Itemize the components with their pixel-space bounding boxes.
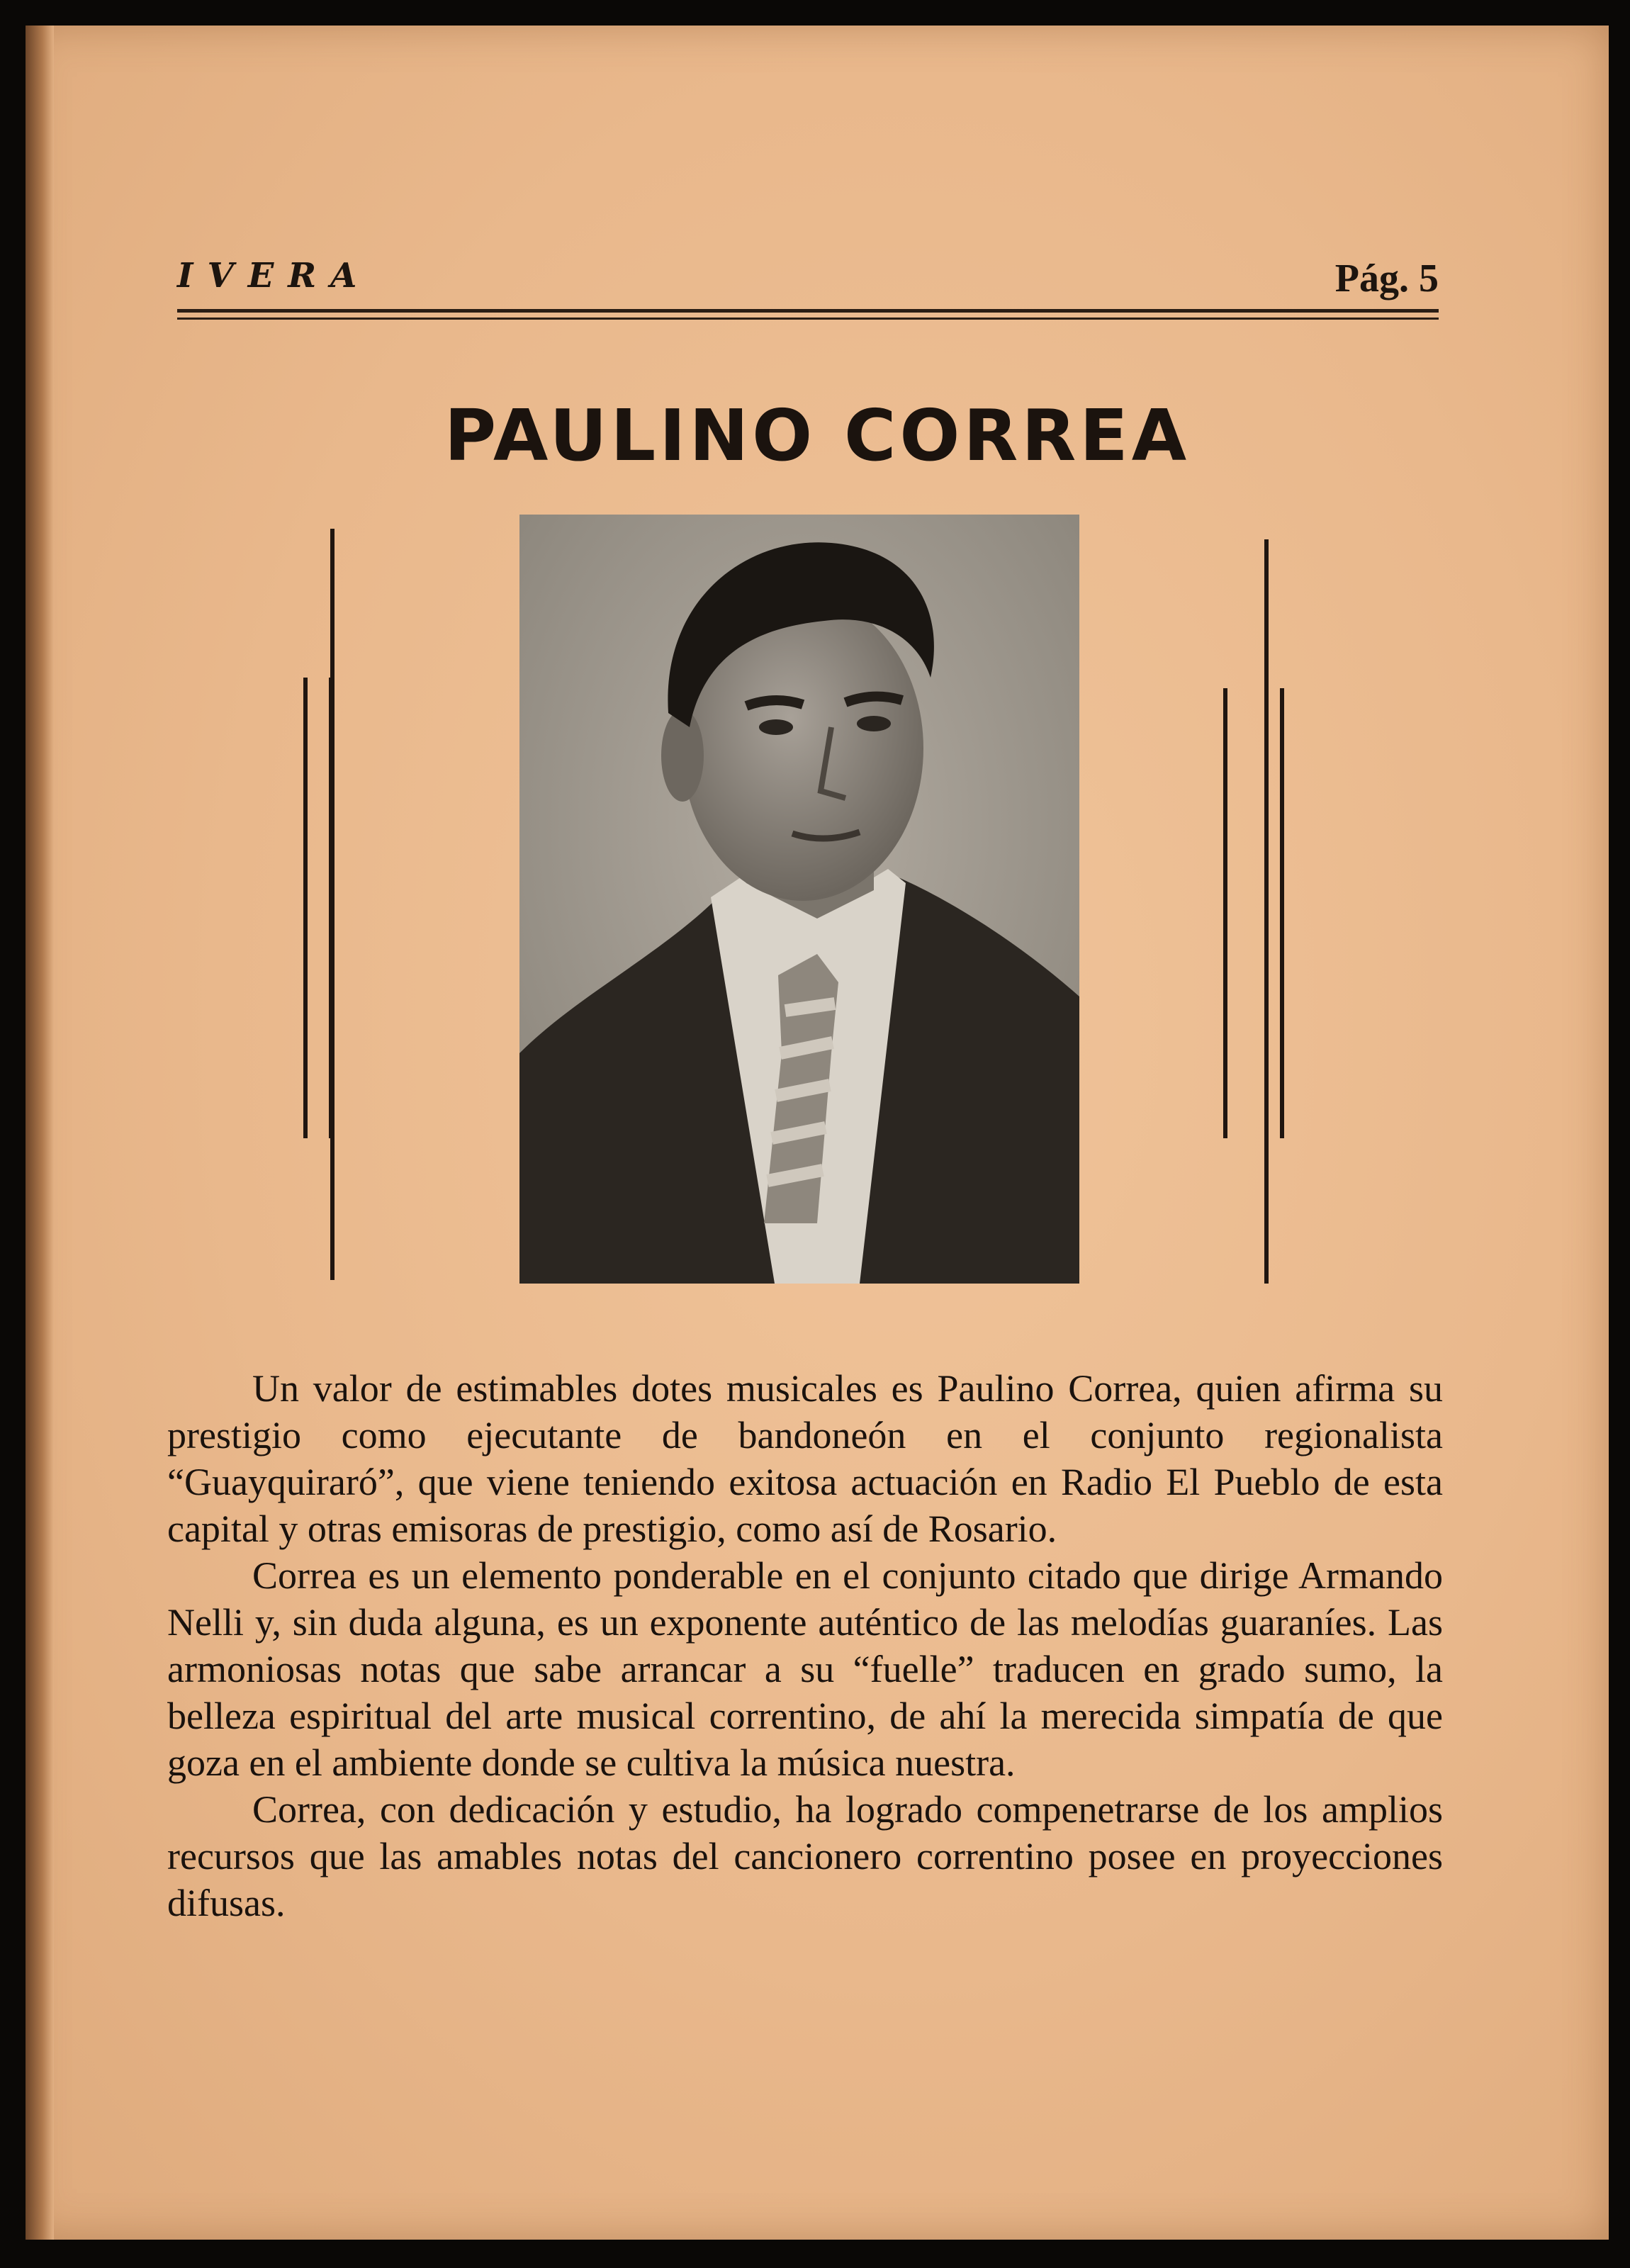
decorative-line-left-outer	[303, 678, 308, 1138]
decorative-line-right-outer	[1280, 688, 1284, 1138]
publication-name: IVERA	[177, 256, 371, 296]
article-body	[167, 1365, 1443, 1926]
paragraph-1: Un valor de estimables dotes musicales es Paulino Correa, quien afirma su prestigio como ejecutante de bandoneón en el conjunto regionalista “Guayquiraró”, que viene teniendo exitosa actuación en Radio El Pueblo de esta capital y otras emisoras de prestigio, como así de Rosario.	[167, 1367, 1443, 1550]
decorative-line-right-inner	[1223, 688, 1227, 1138]
paragraph-2: Correa es un elemento ponderable en el conjunto citado que dirige Armando Nelli y, sin duda alguna, es un exponente auténtico de las melodías guaraníes. Las armoniosas notas que sabe arrancar a su “fuelle” traducen en grado sumo, la belleza espiritual del arte musical correntino, de ahí la merecida simpatía de que goza en el ambiente donde se cultiva la música nuestra.	[167, 1554, 1443, 1784]
magazine-page	[26, 26, 1609, 2240]
decorative-line-right-long	[1264, 539, 1269, 1284]
paragraph-3: Correa, con dedicación y estudio, ha logrado compenetrarse de los amplios recursos que las amables notas del cancionero correntino posee en proyecciones difusas.	[167, 1788, 1443, 1924]
article-title: PAULINO CORREA	[444, 394, 1191, 477]
portrait-illustration	[519, 515, 1079, 1284]
decorative-line-left-long	[330, 529, 335, 1280]
portrait-photo	[519, 515, 1079, 1284]
page-number: Pág. 5	[1334, 257, 1439, 301]
header-rule-top	[177, 309, 1439, 313]
header-rule-bottom	[177, 318, 1439, 320]
book-spine-edge	[26, 26, 54, 2240]
